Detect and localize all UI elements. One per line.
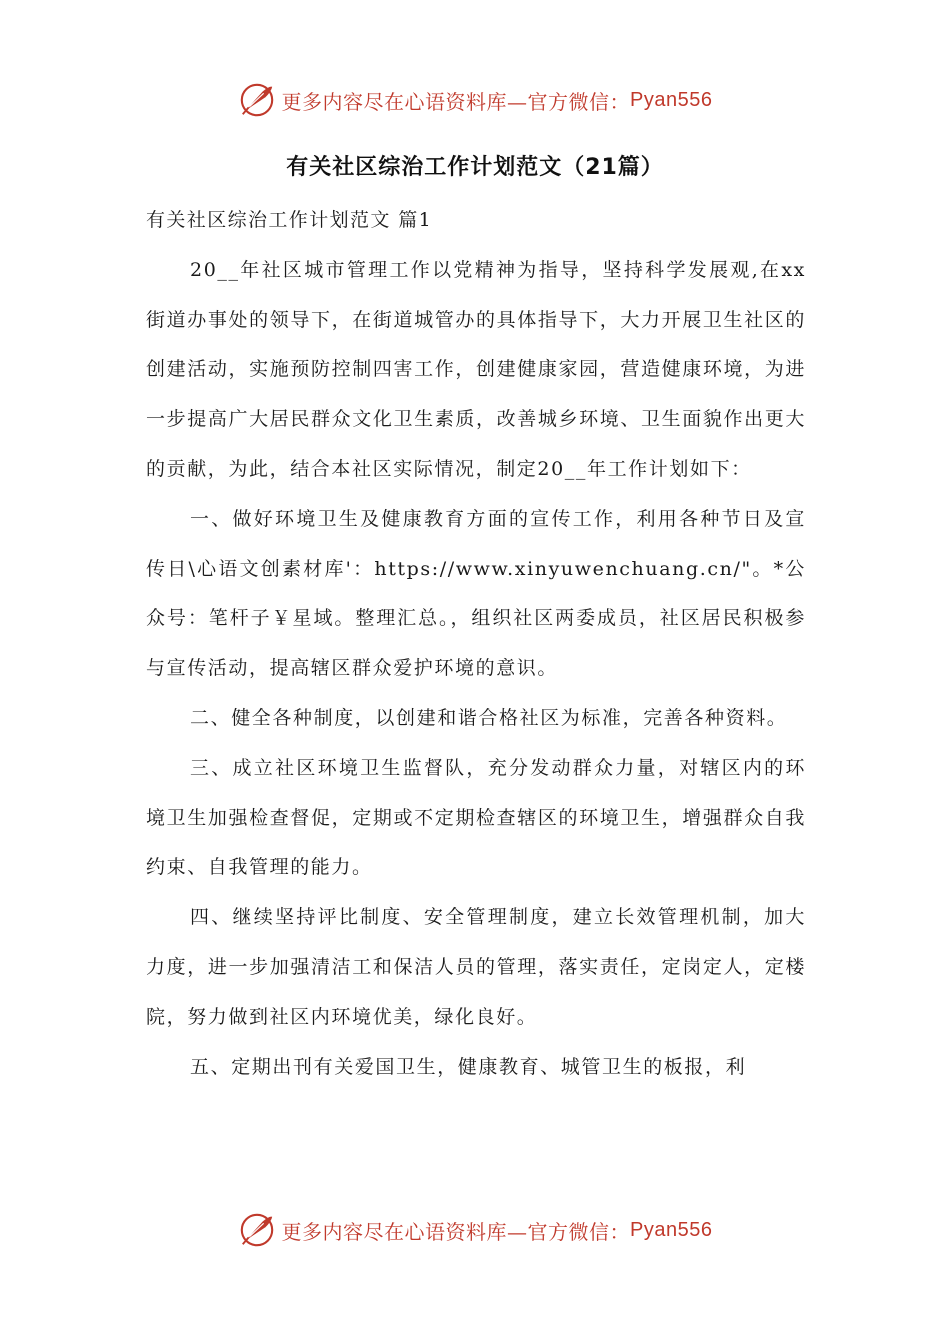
quill-pen-logo-icon (238, 81, 276, 119)
section-heading: 有关社区综治工作计划范文 篇1 (146, 209, 433, 231)
banner-wechat-id: Pyan556 (630, 88, 713, 111)
paragraph: 三、成立社区环境卫生监督队，充分发动群众力量，对辖区内的环境卫生加强检查督促，定期或不定期检查辖区的环境卫生，增强群众自我约束、自我管理的能力。 (146, 756, 806, 879)
paragraph: 四、继续坚持评比制度、安全管理制度，建立长效管理机制，加大力度，进一步加强清洁工和保洁人员的管理，落实责任，定岗定人，定楼院，努力做到社区内环境优美，绿化良好。 (146, 906, 806, 1028)
banner-text: 更多内容尽在心语资料库—官方微信： (281, 89, 631, 114)
paragraph: 五、定期出刊有关爱国卫生，健康教育、城管卫生的板报，利 (190, 1055, 747, 1078)
document-body (146, 196, 806, 1092)
document-title: 有关社区综治工作计划范文（21篇） (286, 155, 664, 180)
banner-wechat-id: Pyan556 (630, 1218, 713, 1241)
paragraph: 二、健全各种制度，以创建和谐合格社区为标准，完善各种资料。 (190, 706, 788, 729)
paragraph: 一、做好环境卫生及健康教育方面的宣传工作，利用各种节日及宣传日\心语文创素材库'：https://www.xinyuwenchuang.cn/"。*公众号：笔杆子￥星域。整理汇总。，组织社区两委成员，社区居民积极参与宣传活动，提高辖区群众爱护环境的意识。 (146, 507, 806, 680)
header-banner (0, 78, 950, 122)
paragraph: 20__年社区城市管理工作以党精神为指导，坚持科学发展观,在xx街道办事处的领导下，在街道城管办的具体指导下，大力开展卫生社区的创建活动，实施预防控制四害工作，创建健康家园，营造健康环境，为进一步提高广大居民群众文化卫生素质，改善城乡环境、卫生面貌作出更大的贡献，为此，结合本社区实际情况，制定20__年工作计划如下： (146, 258, 806, 480)
banner-text: 更多内容尽在心语资料库—官方微信： (281, 1219, 631, 1244)
quill-pen-logo-icon (238, 1211, 276, 1249)
footer-banner (0, 1208, 950, 1252)
